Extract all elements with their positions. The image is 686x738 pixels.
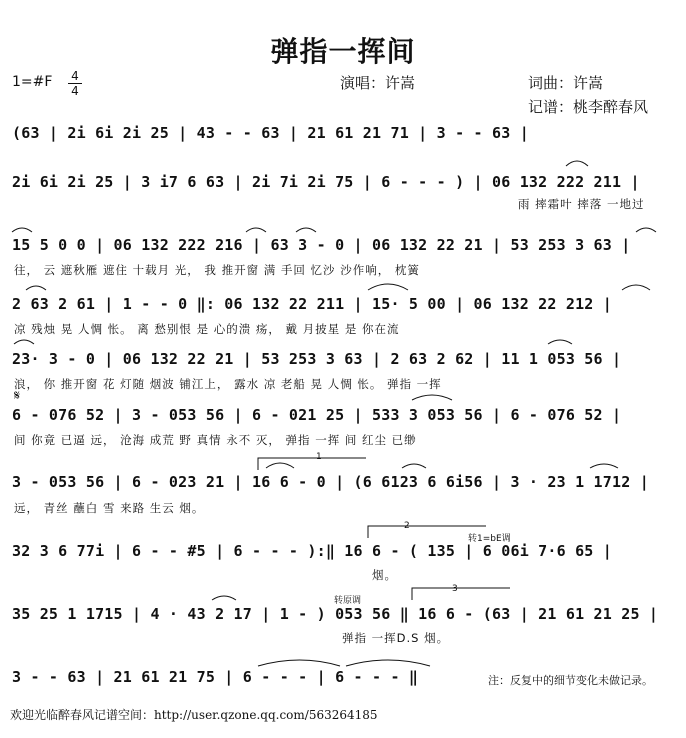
lyric-row-7: 远， 青丝 蘸白 雪 来路 生云 烟。 <box>14 501 205 515</box>
original-key-annotation: 转原调 <box>334 596 362 606</box>
key-signature: 1=#F <box>12 74 53 90</box>
notation-row-7: 3 - 053 56 | 6 - 023 21 | 16 6 - 0 | (6 6123 6 6i56 | 3 · 23 1 1712 | <box>12 473 649 491</box>
slur <box>368 284 408 290</box>
time-signature-top: 4 <box>71 69 79 83</box>
key-change-annotation: 转1=bE调 <box>468 534 511 544</box>
lyric-row-6: 间 你竟 已逼 远， 沧海 成荒 野 真情 永不 灭， 弹指 一挥 间 红尘 已缈 <box>14 433 417 447</box>
slur <box>346 660 430 666</box>
slur <box>12 228 32 232</box>
volta-1-label: 1 <box>316 452 322 462</box>
notation-row-1: (63 | 2i 6i 2i 25 | 43 - - 63 | 21 61 21 71 | 3 - - 63 | <box>12 124 529 142</box>
slur <box>566 161 588 166</box>
notation-row-4: 2 63 2 61 | 1 - - 0 ‖: 06 132 22 211 | 15· 5 00 | 06 132 22 212 | <box>12 295 612 313</box>
slur <box>548 340 572 344</box>
slur <box>636 228 656 232</box>
slur <box>412 395 452 400</box>
lyric-row-5: 浪， 你 推开窗 花 灯随 烟波 铺江上， 露水 凉 老船 晃 人惆 怅。 弹指 一挥 <box>14 377 442 391</box>
volta-3-bracket <box>412 588 510 600</box>
notation-row-8: 32 3 6 77i | 6 - - #5 | 6 - - - ):‖ 16 6 - ( 135 | 6 06i 7·6 65 | <box>12 542 612 560</box>
singer-credit: 演唱：许嵩 <box>340 74 416 92</box>
lyric-row-2: 雨 摔霜叶 摔落 一地过 <box>518 197 645 211</box>
composer-credit: 词曲：许嵩 <box>528 74 604 92</box>
slur <box>246 228 266 232</box>
segno-sign: 𝄋 <box>14 388 21 404</box>
lyric-row-8: 烟。 <box>372 568 397 582</box>
time-signature-bottom: 4 <box>71 84 79 98</box>
notation-row-6: 6 - 076 52 | 3 - 053 56 | 6 - 021 25 | 533 3 053 56 | 6 - 076 52 | <box>12 406 622 424</box>
page-title: 弹指一挥间 <box>270 35 416 68</box>
volta-2-bracket <box>368 526 486 538</box>
notation-row-2: 2i 6i 2i 25 | 3 i7 6 63 | 2i 7i 2i 75 | 6 - - - ) | 06 132 222 211 | <box>12 173 640 191</box>
slur <box>266 463 294 468</box>
notation-row-10: 3 - - 63 | 21 61 21 75 | 6 - - - | 6 - - - ‖ <box>12 668 419 686</box>
slur <box>622 285 650 290</box>
transcriber-credit: 记谱：桃李醉春风 <box>528 98 649 116</box>
notation-row-3: 15 5 0 0 | 06 132 222 216 | 63 3 - 0 | 06 132 22 21 | 53 253 3 63 | <box>12 236 631 254</box>
lyric-row-3: 往， 云 遮秋雁 遮住 十载月 光， 我 推开窗 满 手回 忆沙 沙作响， 枕簧 <box>14 263 420 277</box>
slur <box>212 596 236 600</box>
lyric-row-9: 弹指 一挥D.S 烟。 <box>342 631 450 645</box>
footnote: 注：反复中的细节变化未做记录。 <box>488 674 653 687</box>
volta-2-label: 2 <box>404 521 410 531</box>
volta-3-label: 3 <box>452 584 458 594</box>
slur <box>402 464 426 468</box>
slur <box>590 464 618 468</box>
slur <box>258 660 340 666</box>
slur <box>26 286 46 290</box>
footer-text: 欢迎光临醉春风记谱空间：http://user.qzone.qq.com/563264185 <box>10 708 378 722</box>
slur <box>14 340 34 344</box>
slur <box>296 228 316 232</box>
notation-row-5: 23· 3 - 0 | 06 132 22 21 | 53 253 3 63 | 2 63 2 62 | 11 1 053 56 | <box>12 350 622 368</box>
lyric-row-4: 凉 残烛 晃 人惆 怅。 离 愁别恨 是 心的溃 疡， 戴 月披星 是 你在流 <box>14 322 400 336</box>
notation-row-9: 35 25 1 1715 | 4 · 43 2 17 | 1 - ) 053 56 ‖ 16 6 - (63 | 21 61 21 25 | <box>12 605 659 623</box>
